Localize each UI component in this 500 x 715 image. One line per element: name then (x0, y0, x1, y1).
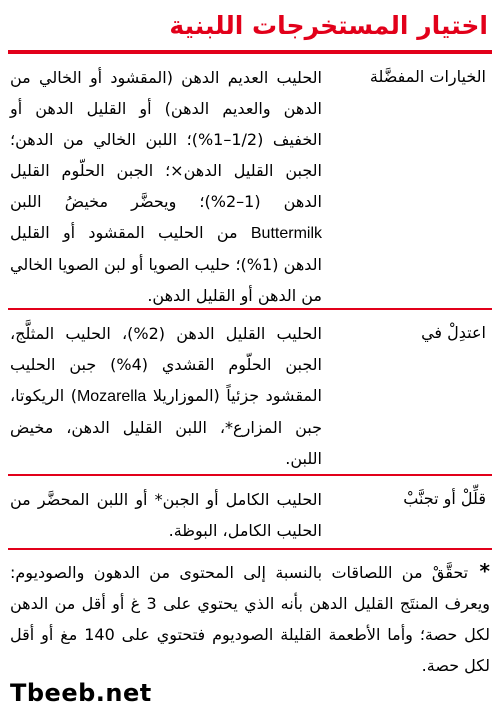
row-description: الحليب الكامل أو الجبن* أو اللبن المحضَّر من الحليب الكامل، البوظة. (10, 490, 322, 540)
site-watermark: Tbeeb.net (10, 679, 152, 707)
row-divider (8, 474, 492, 476)
footnote-marker: * (479, 559, 490, 583)
row-category-label: الخيارات المفضَّلة (369, 67, 486, 86)
latin-term: Buttermilk (250, 225, 322, 242)
footnote-text: تحقَّقْ من اللصاقات بالنسبة إلى المحتوى من الدهون والصوديوم: ويعرف المنتَج القليل الدهن بأنه الذي يحتوي على 3 غ أو أقل من الدهن لكل حصة؛ وأما الأطعمة القليلة الصوديوم فتحتوي على 140 مغ أو أقل لكل حصة. (10, 563, 490, 675)
footnote (10, 556, 490, 681)
row-category-label: اعتدِلْ في (421, 323, 486, 342)
page-title: اختيار المستخرجات اللبنية (169, 11, 488, 40)
title-underline (8, 50, 492, 54)
row-category-label: قلِّلْ أو تجنَّبْ (403, 489, 486, 508)
row-divider (8, 548, 492, 550)
row-description: الحليب القليل الدهن (2%)، الحليب المثلَّج، الجبن الحلّوم القشدي (4%) جبن الحليب المقشود جزئياً (الموزاريلا Mozarella) الريكوتا، جبن المزارع*، اللبن القليل الدهن، مخيض اللبن. (10, 324, 323, 468)
dairy-row-moderate (8, 312, 492, 472)
dairy-row-limit (8, 478, 492, 544)
dairy-row-preferred (8, 56, 492, 304)
row-divider (8, 308, 492, 310)
latin-term: Mozarella (76, 388, 147, 405)
row-description: الحليب العديم الدهن (المقشود أو الخالي من الدهن والعديم الدهن) أو القليل الدهن أو الخفيف (1/2–1%)؛ اللبن الخالي من الدهن؛ الجبن القليل الدهن×؛ الجبن الحلّوم القليل الدهن (1–2%)؛ ويحضَّر مخيضُ اللبن Buttermilk من الحليب المقشود أو القليل الدهن (1%)؛ حليب الصويا أو لبن الصويا الخالي من الدهن أو القليل الدهن. (10, 68, 322, 305)
